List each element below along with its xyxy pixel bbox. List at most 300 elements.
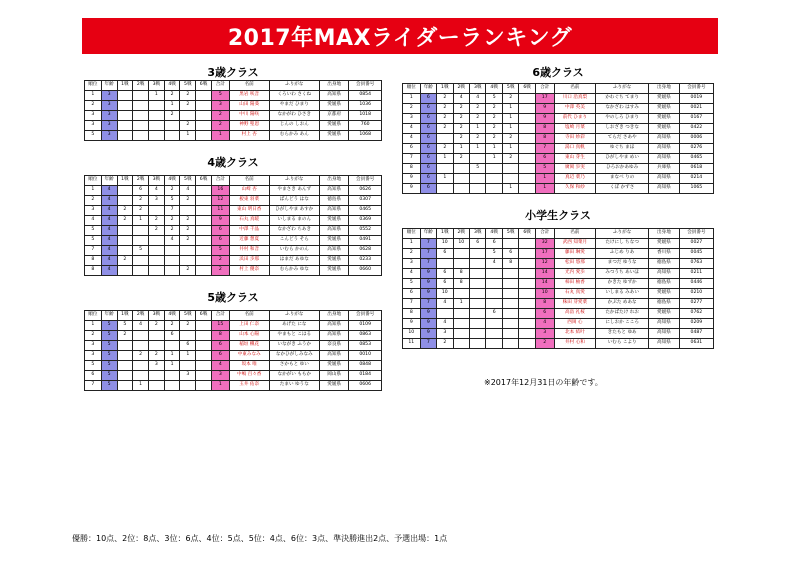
cell-r1 (117, 266, 133, 276)
column-header-r5: 5戦 (502, 84, 518, 94)
cell-name: 山本 心陽 (229, 331, 269, 341)
cell-r2: 2 (453, 134, 469, 144)
cell-member-no: 0006 (679, 134, 713, 144)
cell-age: 9 (420, 319, 436, 329)
cell-home: 高知県 (319, 206, 348, 216)
cell-r1: 10 (437, 289, 453, 299)
cell-name: 坂本 唯 (229, 361, 269, 371)
cell-r5: 1 (180, 131, 196, 141)
cell-age: 9 (420, 329, 436, 339)
cell-r4 (486, 174, 502, 184)
cell-r3 (469, 174, 485, 184)
cell-r6 (519, 269, 535, 279)
cell-r3: 4 (148, 186, 164, 196)
cell-name: 井村 心和 (554, 339, 596, 349)
cell-age: 6 (420, 134, 436, 144)
cell-name: 玉井 佑奈 (229, 381, 269, 391)
column-header-age: 年齢 (101, 176, 117, 186)
cell-r3 (148, 101, 164, 111)
table-row (403, 114, 714, 124)
cell-rank: 3 (85, 111, 102, 121)
cell-name: 廣岡 歩実 (554, 164, 596, 174)
cell-r6 (519, 164, 535, 174)
cell-r6 (196, 196, 212, 206)
table-row (85, 331, 382, 341)
cell-age: 9 (420, 309, 436, 319)
cell-r3 (469, 249, 485, 259)
cell-age: 4 (101, 256, 117, 266)
cell-total: 14 (535, 269, 554, 279)
column-header-r2: 2戦 (133, 311, 149, 321)
cell-r1: 1 (437, 154, 453, 164)
cell-r2: 2 (133, 196, 149, 206)
cell-rank: 3 (85, 341, 102, 351)
cell-r5: 2 (180, 226, 196, 236)
table-row (85, 196, 382, 206)
cell-rank: 4 (403, 124, 421, 134)
column-header-home: 出身地 (649, 229, 680, 239)
column-header-name: 名前 (229, 81, 269, 91)
table-row (403, 299, 714, 309)
cell-home: 愛媛県 (649, 94, 680, 104)
table-row (403, 279, 714, 289)
cell-r4: 1 (164, 351, 180, 361)
column-header-r1: 1戦 (117, 311, 133, 321)
cell-r4: 1 (164, 101, 180, 111)
cell-furigana: いむら かのん (269, 246, 319, 256)
cell-total: 5 (535, 164, 554, 174)
table-row (85, 91, 382, 101)
cell-total: 9 (535, 104, 554, 114)
cell-r2: 4 (453, 94, 469, 104)
cell-r6 (196, 381, 212, 391)
table-header-row (403, 84, 714, 94)
cell-member-no: 0019 (679, 94, 713, 104)
cell-r3 (148, 236, 164, 246)
cell-rank: 9 (403, 184, 421, 194)
cell-r4 (486, 299, 502, 309)
cell-furigana: さかもと ゆい (269, 361, 319, 371)
cell-total: 17 (535, 249, 554, 259)
cell-total: 9 (535, 114, 554, 124)
cell-member-no: 0210 (679, 289, 713, 299)
cell-rank: 5 (85, 236, 102, 246)
cell-rank: 11 (403, 339, 421, 349)
cell-home: 愛媛県 (649, 104, 680, 114)
column-header-r2: 2戦 (133, 81, 149, 91)
cell-r5 (180, 246, 196, 256)
cell-r5 (180, 111, 196, 121)
column-header-name: 名前 (554, 84, 596, 94)
cell-total: 8 (211, 331, 229, 341)
cell-home: 高知県 (649, 269, 680, 279)
cell-age: 6 (420, 144, 436, 154)
cell-name: 中澤 英美 (554, 104, 596, 114)
column-header-rank: 順位 (403, 229, 421, 239)
table-row (85, 256, 382, 266)
cell-r5 (502, 269, 518, 279)
cell-total: 2 (211, 266, 229, 276)
table-row (403, 329, 714, 339)
table-row (403, 249, 714, 259)
cell-age: 7 (420, 259, 436, 269)
cell-total: 1 (211, 381, 229, 391)
cell-r5 (502, 289, 518, 299)
cell-member-no: 0552 (349, 226, 382, 236)
cell-home: 愛媛県 (649, 309, 680, 319)
cell-r4: 2 (164, 226, 180, 236)
cell-furigana: いしまる みあい (596, 289, 649, 299)
cell-total: 6 (535, 309, 554, 319)
cell-r6 (519, 114, 535, 124)
cell-age: 7 (420, 249, 436, 259)
cell-r4 (486, 339, 502, 349)
cell-total: 1 (535, 184, 554, 194)
table-row (403, 134, 714, 144)
cell-furigana: まつだ ゆうな (596, 259, 649, 269)
cell-r5: 1 (502, 114, 518, 124)
cell-home: 香川県 (649, 249, 680, 259)
table-header-row (403, 229, 714, 239)
cell-age: 6 (420, 104, 436, 114)
table-row (403, 184, 714, 194)
column-header-r2: 2戦 (453, 229, 469, 239)
cell-r1 (117, 236, 133, 246)
column-header-member-no: 会員番号 (679, 84, 713, 94)
cell-r2 (453, 329, 469, 339)
table-row (85, 206, 382, 216)
cell-home: 高知県 (319, 351, 348, 361)
cell-r1: 2 (117, 331, 133, 341)
column-header-name: 名前 (229, 311, 269, 321)
cell-r6 (196, 216, 212, 226)
cell-age: 6 (420, 184, 436, 194)
cell-r3: 2 (469, 134, 485, 144)
cell-furigana: たまい ゆうな (269, 381, 319, 391)
cell-r2 (133, 91, 149, 101)
cell-age: 9 (420, 279, 436, 289)
cell-furigana: じんの しおん (269, 121, 319, 131)
cell-r3: 2 (469, 104, 485, 114)
table-row (403, 94, 714, 104)
cell-member-no: 0167 (679, 114, 713, 124)
cell-r5: 1 (502, 144, 518, 154)
column-header-r3: 3戦 (148, 81, 164, 91)
cell-r1 (117, 131, 133, 141)
cell-r1: 6 (437, 279, 453, 289)
cell-rank: 1 (403, 239, 421, 249)
page-title-banner (82, 18, 718, 54)
cell-age: 6 (420, 114, 436, 124)
table-row (85, 371, 382, 381)
cell-rank: 6 (403, 289, 421, 299)
cell-furigana: なかがわ ひさき (269, 111, 319, 121)
cell-r1: 5 (117, 321, 133, 331)
cell-member-no: 0631 (679, 339, 713, 349)
cell-r4: 2 (486, 124, 502, 134)
cell-rank: 7 (85, 381, 102, 391)
table-header-row (85, 81, 382, 91)
cell-name: 黒岩 咲音 (229, 91, 269, 101)
cell-age: 7 (420, 239, 436, 249)
cell-r2 (453, 164, 469, 174)
cell-name: 久保 和紗 (554, 184, 596, 194)
cell-age: 6 (420, 94, 436, 104)
cell-rank: 6 (85, 371, 102, 381)
ranking-table-elementary (402, 228, 714, 349)
cell-r4: 6 (486, 239, 502, 249)
cell-r4: 7 (164, 206, 180, 216)
column-header-age: 年齢 (101, 81, 117, 91)
cell-total: 8 (535, 124, 554, 134)
cell-r1 (437, 164, 453, 174)
cell-furigana: みつうち あいほ (596, 269, 649, 279)
cell-r4: 2 (164, 91, 180, 101)
cell-age: 4 (101, 266, 117, 276)
column-header-furigana: ふりがな (596, 229, 649, 239)
cell-r4: 2 (486, 134, 502, 144)
table-row (85, 111, 382, 121)
cell-r3 (469, 319, 485, 329)
cell-r3: 4 (469, 94, 485, 104)
ranking-table-age5 (84, 310, 382, 391)
cell-name: 東山 芽生 (554, 154, 596, 164)
cell-name: 真辺 菜乃 (554, 174, 596, 184)
column-header-member-no: 会員番号 (349, 81, 382, 91)
cell-furigana: やまさき あんず (269, 186, 319, 196)
cell-age: 5 (101, 321, 117, 331)
cell-r2: 5 (133, 246, 149, 256)
cell-name: 近藤 想夏 (229, 236, 269, 246)
cell-r4: 4 (164, 236, 180, 246)
cell-r5 (502, 239, 518, 249)
cell-member-no: 0045 (679, 249, 713, 259)
cell-age: 5 (101, 381, 117, 391)
cell-rank: 4 (403, 269, 421, 279)
cell-r4: 4 (486, 259, 502, 269)
cell-total: 7 (535, 144, 554, 154)
cell-r4: 6 (164, 331, 180, 341)
cell-home: 高知県 (319, 321, 348, 331)
cell-r6 (519, 144, 535, 154)
cell-r2: 10 (453, 239, 469, 249)
cell-total: 15 (211, 321, 229, 331)
table-row (85, 341, 382, 351)
cell-home: 高知県 (319, 226, 348, 236)
cell-member-no: 0369 (349, 216, 382, 226)
cell-r3: 2 (148, 351, 164, 361)
cell-member-no: 0762 (679, 309, 713, 319)
column-header-rank: 順位 (85, 311, 102, 321)
cell-r3 (469, 339, 485, 349)
column-header-r5: 5戦 (180, 176, 196, 186)
cell-r6 (196, 321, 212, 331)
cell-total: 1 (535, 174, 554, 184)
cell-member-no: 0027 (679, 239, 713, 249)
column-header-furigana: ふりがな (269, 311, 319, 321)
ranking-table-age6 (402, 83, 714, 194)
table-row (403, 104, 714, 114)
cell-member-no: 1068 (349, 131, 382, 141)
cell-r6 (519, 289, 535, 299)
cell-age: 3 (101, 101, 117, 111)
cell-rank: 2 (403, 249, 421, 259)
cell-furigana: ふじめ りあ (596, 249, 649, 259)
cell-rank: 8 (85, 266, 102, 276)
cell-r6 (196, 226, 212, 236)
cell-r6 (196, 131, 212, 141)
cell-furigana: くぼ かずさ (596, 184, 649, 194)
cell-rank: 3 (403, 114, 421, 124)
cell-r2: 2 (453, 104, 469, 114)
cell-age: 5 (101, 361, 117, 371)
cell-r4: 2 (164, 111, 180, 121)
cell-r5 (502, 339, 518, 349)
column-header-total: 合計 (211, 176, 229, 186)
cell-member-no: 0233 (349, 256, 382, 266)
cell-r5: 2 (180, 121, 196, 131)
cell-home: 高知県 (649, 144, 680, 154)
cell-r6 (196, 101, 212, 111)
cell-member-no: 0446 (679, 279, 713, 289)
table-row (85, 216, 382, 226)
cell-total: 6 (211, 351, 229, 361)
cell-r4 (486, 319, 502, 329)
cell-age: 4 (101, 226, 117, 236)
cell-age: 5 (101, 371, 117, 381)
cell-r5: 1 (502, 124, 518, 134)
cell-r5: 1 (502, 184, 518, 194)
cell-age: 3 (101, 91, 117, 101)
cell-home: 高知県 (649, 134, 680, 144)
cell-r6 (196, 331, 212, 341)
table-row (85, 131, 382, 141)
cell-home: 愛媛県 (649, 289, 680, 299)
cell-r4 (164, 266, 180, 276)
cell-r2 (133, 236, 149, 246)
column-header-member-no: 会員番号 (349, 311, 382, 321)
cell-r5: 2 (180, 266, 196, 276)
cell-r2 (453, 174, 469, 184)
column-header-r3: 3戦 (469, 229, 485, 239)
cell-r1: 3 (437, 329, 453, 339)
cell-home: 奈良県 (319, 341, 348, 351)
cell-r3 (148, 246, 164, 256)
column-header-total: 合計 (211, 81, 229, 91)
cell-r4: 2 (486, 114, 502, 124)
cell-r2 (133, 256, 149, 266)
cell-r1: 4 (437, 299, 453, 309)
cell-r5: 8 (502, 259, 518, 269)
cell-r1: 2 (117, 206, 133, 216)
cell-r1 (437, 309, 453, 319)
cell-name: 石丸 真暖 (229, 216, 269, 226)
cell-r1 (117, 246, 133, 256)
cell-r3 (469, 289, 485, 299)
cell-r1: 2 (437, 94, 453, 104)
cell-r3 (148, 371, 164, 381)
cell-r2: 1 (453, 299, 469, 309)
cell-member-no: 0854 (349, 91, 382, 101)
cell-rank: 8 (85, 256, 102, 266)
cell-r6 (519, 184, 535, 194)
cell-member-no: 0487 (679, 329, 713, 339)
cell-r3 (148, 111, 164, 121)
cell-member-no: 0618 (679, 164, 713, 174)
cell-home: 愛媛県 (319, 266, 348, 276)
cell-r1: 10 (437, 239, 453, 249)
cell-age: 5 (101, 341, 117, 351)
cell-home: 愛媛県 (319, 381, 348, 391)
cell-r1: 4 (437, 319, 453, 329)
cell-r3 (469, 259, 485, 269)
cell-age: 4 (101, 196, 117, 206)
cell-member-no: 0626 (349, 186, 382, 196)
cell-r5 (502, 299, 518, 309)
cell-name: 東山 明日香 (229, 206, 269, 216)
cell-r4: 5 (486, 94, 502, 104)
cell-total: 11 (211, 206, 229, 216)
table-header-row (85, 176, 382, 186)
cell-r3: 3 (148, 361, 164, 371)
age-note: ※2017年12月31日の年齢です。 (484, 378, 603, 387)
cell-home: 高知県 (319, 91, 348, 101)
cell-total: 8 (535, 299, 554, 309)
cell-r2: 6 (133, 186, 149, 196)
cell-furigana: ばんどう はな (269, 196, 319, 206)
cell-r4 (486, 164, 502, 174)
cell-r5 (502, 319, 518, 329)
cell-furigana: いしまる まのん (269, 216, 319, 226)
cell-name: 板東 羽菜 (229, 196, 269, 206)
table-row (403, 144, 714, 154)
cell-furigana: なかざわ ちあき (269, 226, 319, 236)
cell-r5: 2 (180, 216, 196, 226)
cell-r5: 2 (502, 94, 518, 104)
column-header-r6: 6戦 (519, 84, 535, 94)
cell-name: 山田 陽葵 (229, 101, 269, 111)
cell-name: 西岡 心 (554, 319, 596, 329)
cell-furigana: くろいわ さくね (269, 91, 319, 101)
cell-age: 4 (101, 246, 117, 256)
cell-r2 (453, 184, 469, 194)
column-header-r5: 5戦 (502, 229, 518, 239)
cell-r4: 1 (164, 361, 180, 371)
column-header-home: 出身地 (319, 176, 348, 186)
cell-r6 (519, 124, 535, 134)
cell-r5 (502, 174, 518, 184)
cell-r4: 5 (164, 196, 180, 206)
cell-age: 6 (420, 124, 436, 134)
cell-r5: 2 (180, 196, 196, 206)
cell-name: 松田 悠那 (554, 259, 596, 269)
cell-r4 (164, 121, 180, 131)
cell-name: 株田 芽愛菜 (554, 299, 596, 309)
cell-r3: 1 (469, 124, 485, 134)
cell-total: 6 (211, 226, 229, 236)
cell-rank: 9 (403, 174, 421, 184)
cell-name: 上田 仁奈 (229, 321, 269, 331)
cell-r4: 6 (486, 309, 502, 319)
cell-r2: 1 (453, 144, 469, 154)
cell-r4 (486, 279, 502, 289)
cell-r1 (437, 134, 453, 144)
cell-r2 (133, 361, 149, 371)
cell-r2 (133, 226, 149, 236)
table-row (403, 124, 714, 134)
cell-r5 (180, 381, 196, 391)
cell-r1 (437, 184, 453, 194)
